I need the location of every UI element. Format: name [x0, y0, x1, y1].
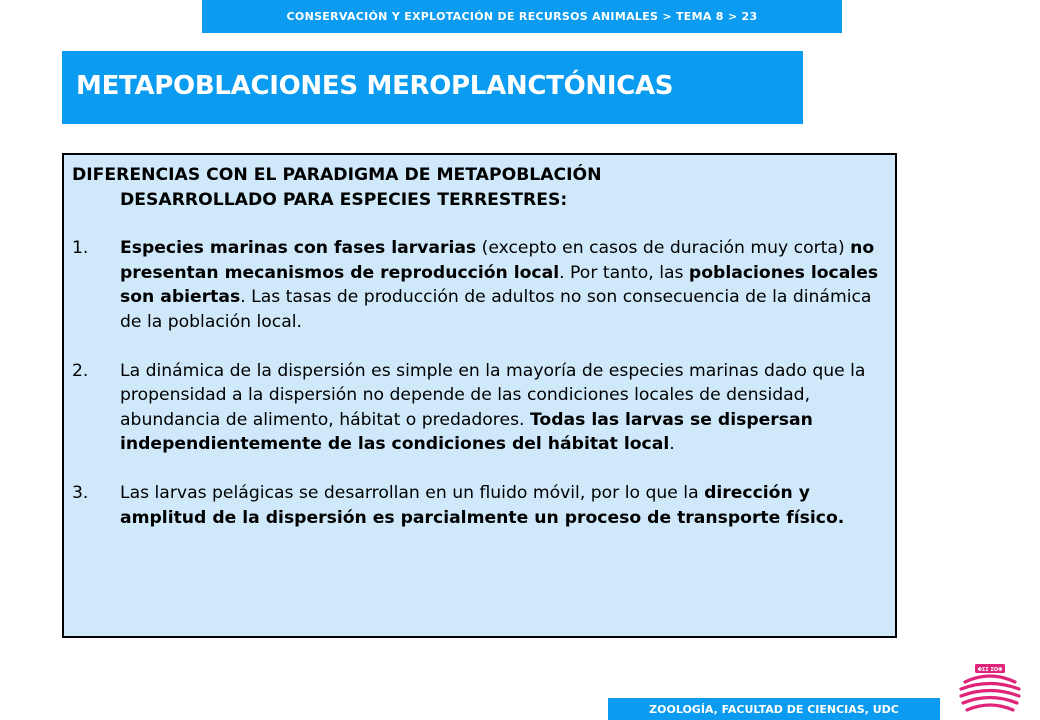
list-item: [72, 359, 883, 457]
heading-line-2: DESARROLLADO PARA ESPECIES TERRESTRES:: [120, 189, 568, 210]
breadcrumb: CONSERVACIÓN Y EXPLOTACIÓN DE RECURSOS ANIMALES > TEMA 8 > 23: [202, 0, 842, 33]
logo-banner-text: ΦΣΣ ΣΟΦ: [977, 667, 1003, 673]
item-number: 3.: [72, 482, 89, 503]
heading-line-1: DIFERENCIAS CON EL PARADIGMA DE METAPOBLACIÓN: [72, 165, 602, 185]
title-banner: [62, 51, 803, 124]
item-number: 2.: [72, 360, 89, 381]
item-text: [120, 359, 883, 457]
text-run: Las larvas pelágicas se desarrollan en un fluido móvil, por lo que la: [120, 482, 705, 503]
footer-label: ZOOLOGÍA, FACULTAD DE CIENCIAS, UDC: [608, 698, 940, 720]
section-heading: [72, 163, 883, 212]
text-run: Todas las larvas se dispersan independientemente de las condiciones del hábitat local: [120, 409, 813, 455]
list-item: [72, 481, 883, 530]
text-run: (excepto en casos de duración muy corta): [476, 238, 851, 259]
page-title: METAPOBLACIONES MEROPLANCTÓNICAS: [76, 71, 674, 101]
university-logo-icon: [955, 660, 1025, 716]
item-text: [120, 481, 883, 530]
text-run: La dinámica de la dispersión es simple en la mayoría de especies marinas dado que la propensidad a la dispersión no depende de las condiciones locales de densidad, abundancia de alimento, hábitat o predadores.: [120, 360, 866, 430]
text-run: no presentan mecanismos de reproducción local: [120, 238, 875, 283]
text-run: Especies marinas con fases larvarias: [120, 238, 477, 259]
text-run: dirección y amplitud de la dispersión es parcialmente un proceso de transporte físico.: [120, 482, 845, 528]
item-text: [120, 236, 883, 334]
content-panel: [62, 153, 897, 638]
text-run: . Las tasas de producción de adultos no son consecuencia de la dinámica de la población local.: [120, 287, 872, 332]
text-run: . Por tanto, las: [559, 262, 689, 283]
text-run: .: [669, 434, 675, 455]
text-run: poblaciones locales son abiertas: [120, 262, 879, 308]
list-item: [72, 236, 883, 334]
item-number: 1.: [72, 238, 89, 259]
